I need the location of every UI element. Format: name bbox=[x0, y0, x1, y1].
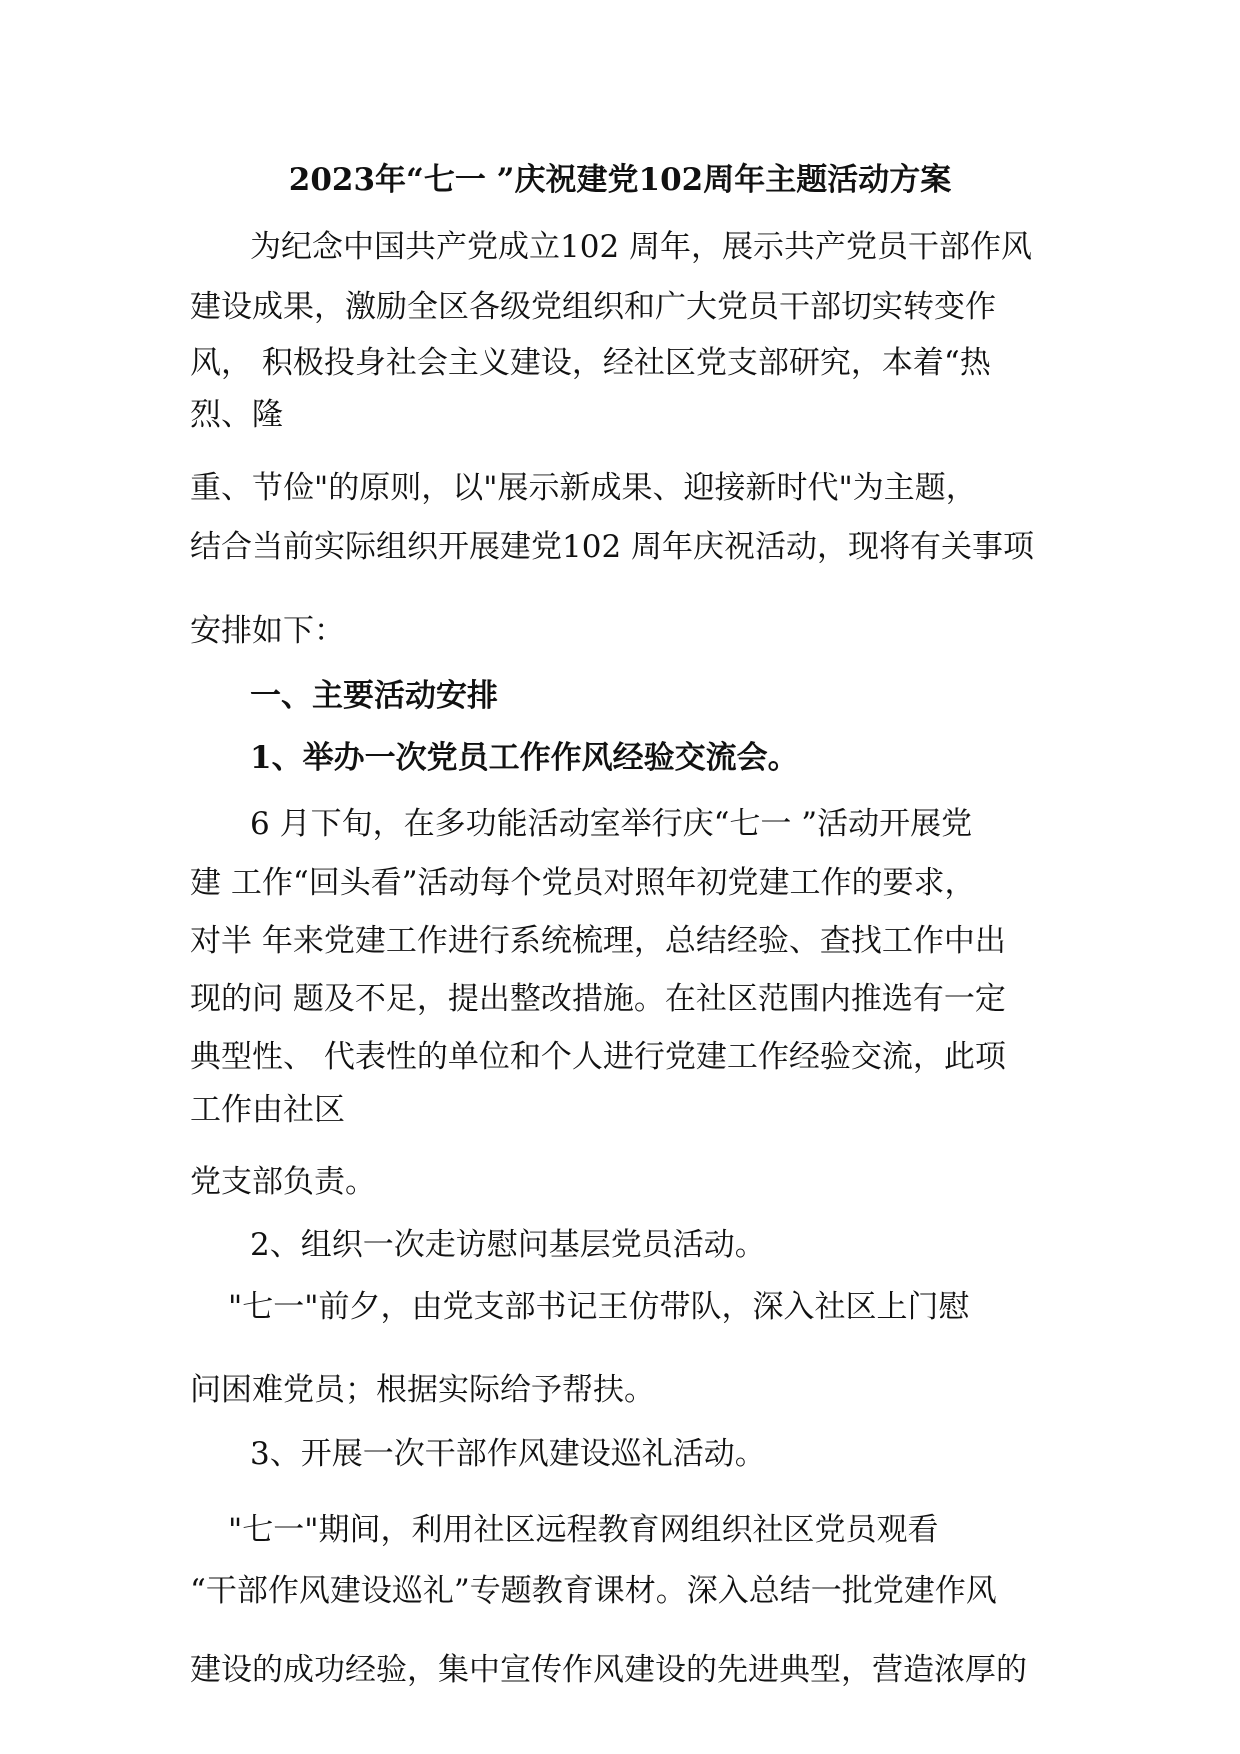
section-heading: 一、主要活动安排 bbox=[250, 678, 498, 714]
item1-line-5: 典型性、 代表性的单位和个人进行党建工作经验交流，此项 bbox=[190, 1039, 1006, 1075]
intro-line-4: 烈、隆 bbox=[190, 397, 283, 433]
item1-line-7: 党支部负责。 bbox=[190, 1164, 376, 1200]
intro-line-5: 重、节俭"的原则，以"展示新成果、迎接新时代"为主题， bbox=[190, 470, 977, 506]
item1-line-2: 建 工作“回头看”活动每个党员对照年初党建工作的要求， bbox=[190, 865, 976, 901]
item1-heading: 1、举办一次党员工作作风经验交流会。 bbox=[250, 740, 799, 776]
item3-line-3: 建设的成功经验，集中宣传作风建设的先进典型，营造浓厚的 bbox=[190, 1652, 1027, 1688]
item1-line-3: 对半 年来党建工作进行系统梳理，总结经验、查找工作中出 bbox=[190, 923, 1006, 959]
item1-line-4: 现的问 题及不足，提出整改措施。在社区范围内推选有一定 bbox=[190, 981, 1006, 1017]
intro-line-7: 安排如下： bbox=[190, 613, 345, 649]
intro-line-6: 结合当前实际组织开展建党102 周年庆祝活动，现将有关事项 bbox=[190, 529, 1035, 565]
item2-line-2: 问困难党员；根据实际给予帮扶。 bbox=[190, 1372, 655, 1408]
intro-line-3: 风， 积极投身社会主义建设，经社区党支部研究，本着“热 bbox=[190, 345, 991, 381]
intro-line-1: 为纪念中国共产党成立102 周年，展示共产党员干部作风 bbox=[250, 229, 1033, 265]
document-title: 2023年“七一 ”庆祝建党102周年主题活动方案 bbox=[288, 162, 952, 198]
intro-line-2: 建设成果，激励全区各级党组织和广大党员干部切实转变作 bbox=[190, 289, 996, 325]
item3-line-1: "七一"期间，利用社区远程教育网组织社区党员观看 bbox=[228, 1512, 939, 1548]
item3-line-2: “干部作风建设巡礼”专题教育课材。深入总结一批党建作风 bbox=[190, 1573, 997, 1609]
item2-line-1: "七一"前夕，由党支部书记王仿带队，深入社区上门慰 bbox=[228, 1289, 970, 1325]
item1-line-6: 工作由社区 bbox=[190, 1092, 345, 1128]
item1-line-1: 6 月下旬，在多功能活动室举行庆“七一 ”活动开展党 bbox=[250, 806, 973, 842]
item3-heading: 3、开展一次干部作风建设巡礼活动。 bbox=[250, 1436, 766, 1472]
item2-heading: 2、组织一次走访慰问基层党员活动。 bbox=[250, 1227, 766, 1263]
